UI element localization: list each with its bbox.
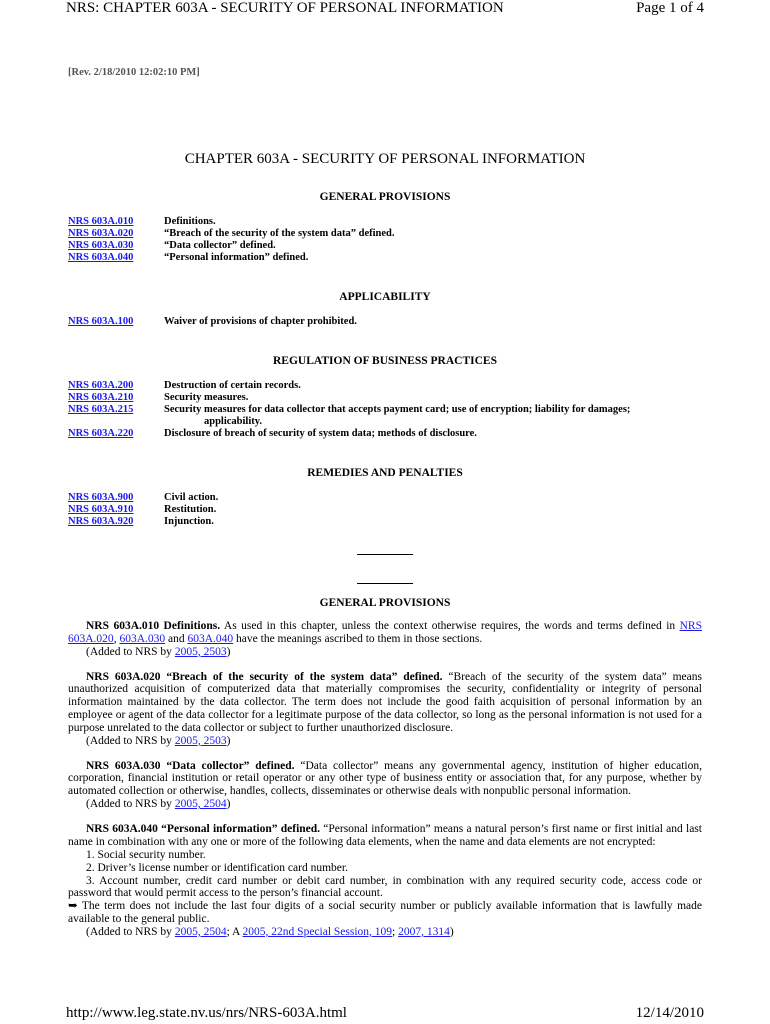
toc-desc: “Personal information” defined. — [164, 252, 309, 263]
toc-link[interactable]: NRS 603A.215 — [68, 404, 134, 415]
section-603a-030 — [68, 760, 702, 798]
section-603a-040 — [68, 823, 702, 849]
cross-ref-link[interactable]: 603A.030 — [119, 632, 166, 645]
divider-rule — [357, 554, 413, 555]
history-text: ) — [226, 645, 231, 658]
history-note — [68, 798, 702, 811]
toc-row — [68, 240, 702, 252]
toc-row — [68, 492, 702, 504]
toc-heading-applicability: APPLICABILITY — [339, 291, 431, 303]
text-separator: , — [113, 632, 120, 645]
revision-stamp: [Rev. 2/18/2010 12:02:10 PM] — [68, 67, 200, 78]
list-item: 3. Account number, credit card number or debit card number, in combination with any required security code, access code or password that would permit access to the person’s financial account. — [68, 874, 702, 900]
toc-link[interactable]: NRS 603A.200 — [68, 380, 134, 391]
toc-row — [68, 516, 702, 528]
footer-url: http://www.leg.state.nv.us/nrs/NRS-603A.html — [66, 1005, 347, 1021]
toc-link[interactable]: NRS 603A.220 — [68, 428, 134, 439]
toc-remedies-list — [68, 492, 702, 528]
document-body — [68, 66, 702, 939]
divider-rule — [357, 583, 413, 584]
toc-regulation-list — [68, 380, 702, 440]
section-text: “Breach of the security of the system data” means unauthorized acquisition of computerized data that materially compromises the security, confidentiality or integrity of personal information maintained by the data collector. The term does not include the good faith acquisition of personal information by an employee or agent of the data collector for a legitimate purpose of the data collector, so long as the personal information is not used for a purpose unrelated to the data collector or subject to further unauthorized disclosure. — [68, 670, 702, 734]
toc-link[interactable]: NRS 603A.920 — [68, 516, 134, 527]
toc-link[interactable]: NRS 603A.900 — [68, 492, 134, 503]
section-text: As used in this chapter, unless the context otherwise requires, the words and terms defined in — [220, 620, 680, 632]
statute-link[interactable]: 2005, 2503 — [174, 734, 227, 747]
toc-link[interactable]: NRS 603A.010 — [68, 216, 134, 227]
toc-applicability-list — [68, 316, 702, 328]
toc-desc: Security measures. — [164, 392, 249, 403]
history-text: (Added to NRS by — [86, 797, 175, 810]
toc-link[interactable]: NRS 603A.030 — [68, 240, 134, 251]
section-heading: NRS 603A.020 “Breach of the security of the system data” defined. — [86, 670, 443, 683]
text-separator: and — [165, 632, 188, 645]
toc-desc-line: Security measures for data collector that accepts payment card; use of encryption; liability for damages; — [164, 404, 631, 415]
history-text: ) — [449, 925, 454, 938]
toc-heading-remedies: REMEDIES AND PENALTIES — [307, 467, 463, 479]
toc-row — [68, 216, 702, 228]
chapter-title: CHAPTER 603A - SECURITY OF PERSONAL INFORMATION — [184, 151, 586, 167]
page-footer — [66, 1005, 704, 1022]
history-text: (Added to NRS by — [86, 925, 175, 938]
history-text: (Added to NRS by — [86, 734, 175, 747]
section-603a-010 — [68, 620, 702, 646]
toc-link[interactable]: NRS 603A.910 — [68, 504, 134, 515]
toc-link[interactable]: NRS 603A.100 — [68, 316, 134, 327]
cross-ref-link[interactable]: 603A.040 — [187, 632, 234, 645]
footer-date: 12/14/2010 — [635, 1005, 704, 1021]
toc-desc — [164, 404, 702, 428]
header-title: NRS: CHAPTER 603A - SECURITY OF PERSONAL INFORMATION — [66, 0, 504, 16]
toc-link[interactable]: NRS 603A.040 — [68, 252, 134, 263]
body-heading-general: GENERAL PROVISIONS — [319, 597, 451, 609]
toc-row — [68, 380, 702, 392]
page-header — [66, 0, 704, 22]
history-text: ; A — [226, 925, 243, 938]
toc-desc: Definitions. — [164, 216, 216, 227]
toc-desc: “Breach of the security of the system data” defined. — [164, 228, 395, 239]
toc-desc-continuation: applicability. — [204, 416, 263, 427]
history-note — [68, 926, 702, 939]
statute-link[interactable]: 2005, 2504 — [174, 925, 227, 938]
section-heading: NRS 603A.030 “Data collector” defined. — [86, 759, 295, 772]
section-text: “Personal information” means a natural person’s first name or first initial and last name in combination with any one or more of the following data elements, when the name and data elements are not encrypted: — [68, 822, 702, 848]
section-text: “Data collector” means any governmental agency, institution of higher education, corporation, financial institution or retail operator or any other type of business entity or association that, for any purpose, whether by automated collection or otherwise, handles, collects, disseminates or otherwise deals with nonpublic personal information. — [68, 759, 702, 798]
toc-desc: Destruction of certain records. — [164, 380, 301, 391]
toc-desc: “Data collector” defined. — [164, 240, 276, 251]
toc-link[interactable]: NRS 603A.020 — [68, 228, 134, 239]
section-text: The term does not include the last four digits of a social security number or publicly available information that is lawfully made available to the general public. — [68, 900, 702, 925]
toc-row — [68, 228, 702, 240]
toc-general-list — [68, 216, 702, 264]
list-item: 2. Driver’s license number or identification card number. — [86, 861, 348, 874]
list-item: 1. Social security number. — [86, 848, 206, 861]
toc-row — [68, 504, 702, 516]
history-text: ; — [392, 925, 399, 938]
statute-link[interactable]: 2007, 1314 — [398, 925, 450, 938]
history-text: ) — [226, 797, 231, 810]
cross-ref-link[interactable]: NRS 603A.020 — [68, 620, 702, 645]
toc-desc: Waiver of provisions of chapter prohibited. — [164, 316, 357, 327]
section-tail — [68, 900, 702, 926]
statute-link[interactable]: 2005, 2504 — [174, 797, 227, 810]
toc-desc: Civil action. — [164, 492, 219, 503]
statute-link[interactable]: 2005, 22nd Special Session, 109 — [242, 925, 393, 938]
section-heading: NRS 603A.010 Definitions. — [86, 620, 221, 632]
history-note — [68, 646, 702, 659]
toc-desc: Disclosure of breach of security of system data; methods of disclosure. — [164, 428, 477, 439]
toc-heading-general: GENERAL PROVISIONS — [319, 191, 451, 203]
toc-row — [68, 428, 702, 440]
section-text: have the meanings ascribed to them in those sections. — [233, 632, 483, 645]
history-text: ) — [226, 734, 231, 747]
history-text: (Added to NRS by — [86, 645, 175, 658]
toc-link[interactable]: NRS 603A.210 — [68, 392, 134, 403]
history-note — [68, 735, 702, 748]
toc-desc: Restitution. — [164, 504, 217, 515]
toc-row — [68, 404, 702, 428]
arrow-icon: ➥ — [68, 900, 78, 913]
toc-row — [68, 252, 702, 264]
section-603a-020 — [68, 671, 702, 735]
header-page-number: Page 1 of 4 — [636, 0, 704, 16]
toc-row — [68, 392, 702, 404]
toc-desc: Injunction. — [164, 516, 214, 527]
toc-row — [68, 316, 702, 328]
statute-link[interactable]: 2005, 2503 — [174, 645, 227, 658]
section-heading: NRS 603A.040 “Personal information” defined. — [86, 822, 321, 835]
toc-heading-regulation: REGULATION OF BUSINESS PRACTICES — [273, 355, 497, 367]
